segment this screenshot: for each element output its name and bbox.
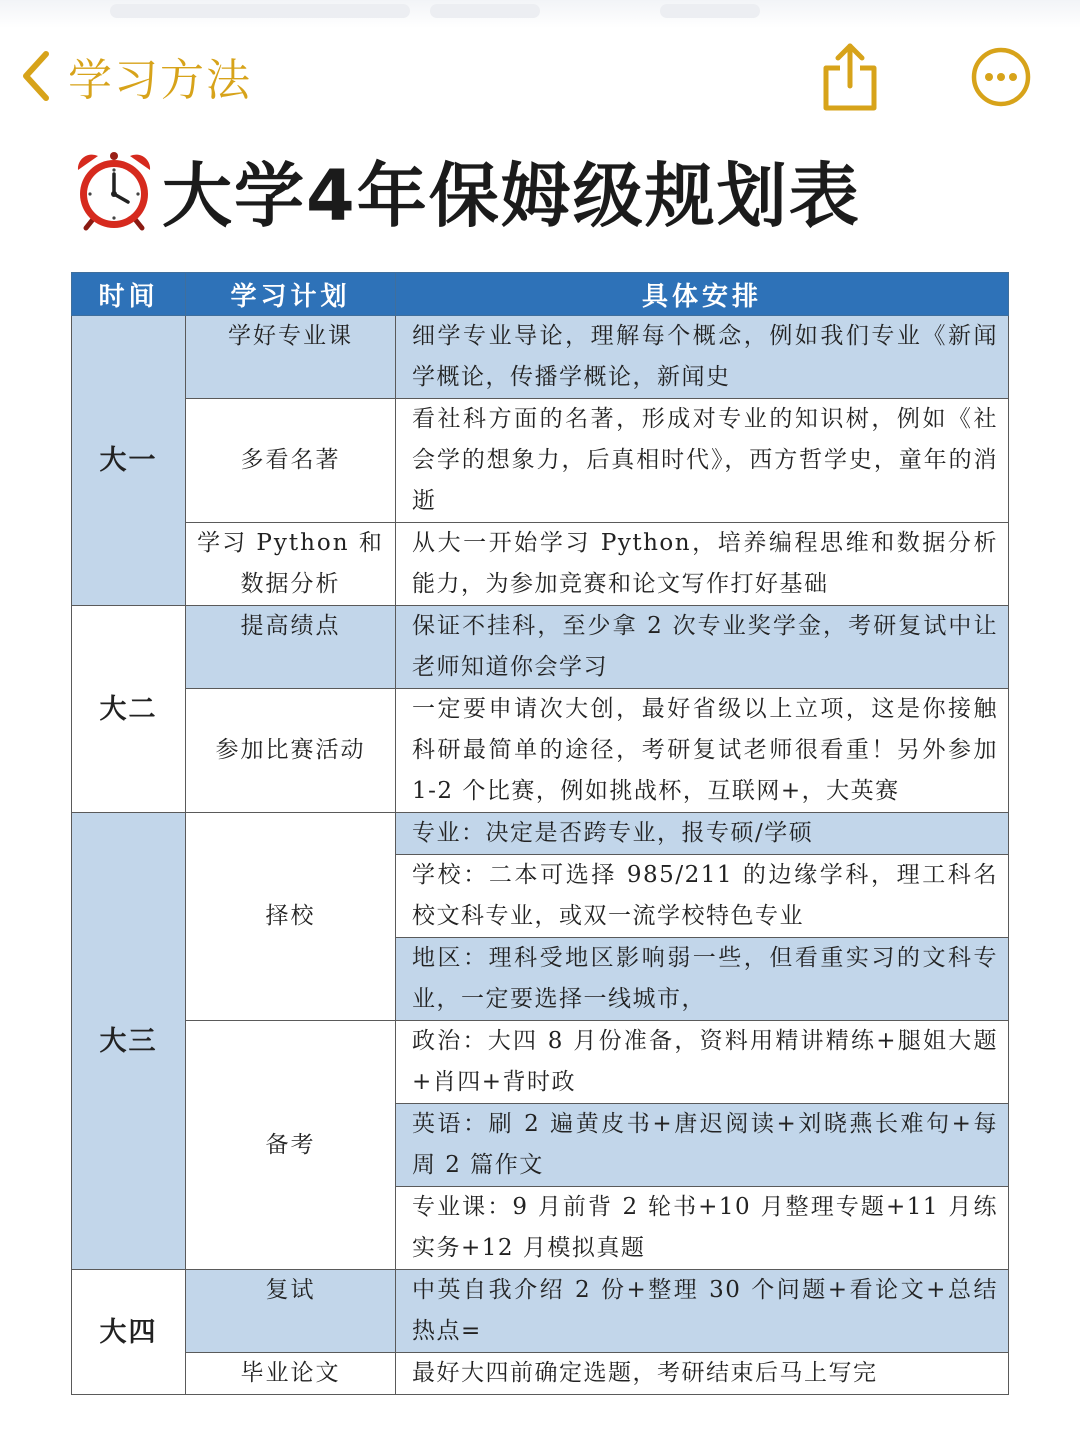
year-cell: 大一 [72,316,186,606]
detail-cell: 地区：理科受地区影响弱一些，但看重实习的文科专业，一定要选择一线城市， [396,938,1009,1021]
chevron-left-icon [20,50,50,102]
table-row [72,813,1009,855]
plan-cell: 参加比赛活动 [186,689,396,813]
header-plan: 学习计划 [186,273,396,316]
more-icon[interactable] [970,46,1032,108]
table-header-row [72,273,1009,316]
plan-cell: 多看名著 [186,399,396,523]
status-blur [430,4,540,18]
plan-cell: 毕业论文 [186,1353,396,1395]
detail-cell: 英语：刷 2 遍黄皮书+唐迟阅读+刘晓燕长难句+每周 2 篇作文 [396,1104,1009,1187]
table-row [72,399,1009,523]
nav-bar [0,36,1080,116]
status-bar [0,0,1080,28]
plan-cell: 备考 [186,1021,396,1270]
header-time: 时间 [72,273,186,316]
detail-cell: 专业：决定是否跨专业，报专硕/学硕 [396,813,1009,855]
plan-cell: 学好专业课 [186,316,396,399]
table-row [72,689,1009,813]
plan-cell: 学习 Python 和数据分析 [186,523,396,606]
plan-table [71,272,1009,1395]
year-cell: 大三 [72,813,186,1270]
table-row [72,1353,1009,1395]
plan-cell: 择校 [186,813,396,1021]
table-row [72,523,1009,606]
detail-cell: 一定要申请次大创，最好省级以上立项，这是你接触科研最简单的途径，考研复试老师很看重！另外参加 1-2 个比赛，例如挑战杯，互联网+，大英赛 [396,689,1009,813]
detail-cell: 专业课：9 月前背 2 轮书+10 月整理专题+11 月练实务+12 月模拟真题 [396,1187,1009,1270]
detail-cell: 政治：大四 8 月份准备，资料用精讲精练+腿姐大题+肖四+背时政 [396,1021,1009,1104]
table-row [72,606,1009,689]
header-detail: 具体安排 [396,273,1009,316]
back-button[interactable] [20,46,252,106]
share-icon[interactable] [818,40,882,112]
detail-cell: 看社科方面的名著，形成对专业的知识树，例如《社会学的想象力，后真相时代》，西方哲学史，童年的消逝 [396,399,1009,523]
alarm-clock-icon [72,148,156,232]
page-title: 大学4年保姆级规划表 [162,154,861,237]
status-blur [110,4,410,18]
plan-cell: 提高绩点 [186,606,396,689]
detail-cell: 保证不挂科，至少拿 2 次专业奖学金，考研复试中让老师知道你会学习 [396,606,1009,689]
status-blur [660,4,760,18]
plan-cell: 复试 [186,1270,396,1353]
back-label: 学习方法 [68,55,252,106]
table-row [72,1021,1009,1104]
table-row [72,1270,1009,1353]
detail-cell: 从大一开始学习 Python，培养编程思维和数据分析能力，为参加竞赛和论文写作打好基础 [396,523,1009,606]
year-cell: 大四 [72,1270,186,1395]
detail-cell: 学校：二本可选择 985/211 的边缘学科，理工科名校文科专业，或双一流学校特色专业 [396,855,1009,938]
title-row [72,140,861,240]
detail-cell: 细学专业导论，理解每个概念，例如我们专业《新闻学概论，传播学概论，新闻史 [396,316,1009,399]
detail-cell: 最好大四前确定选题，考研结束后马上写完 [396,1353,1009,1395]
detail-cell: 中英自我介绍 2 份+整理 30 个问题+看论文+总结热点= [396,1270,1009,1353]
table-row [72,316,1009,399]
year-cell: 大二 [72,606,186,813]
